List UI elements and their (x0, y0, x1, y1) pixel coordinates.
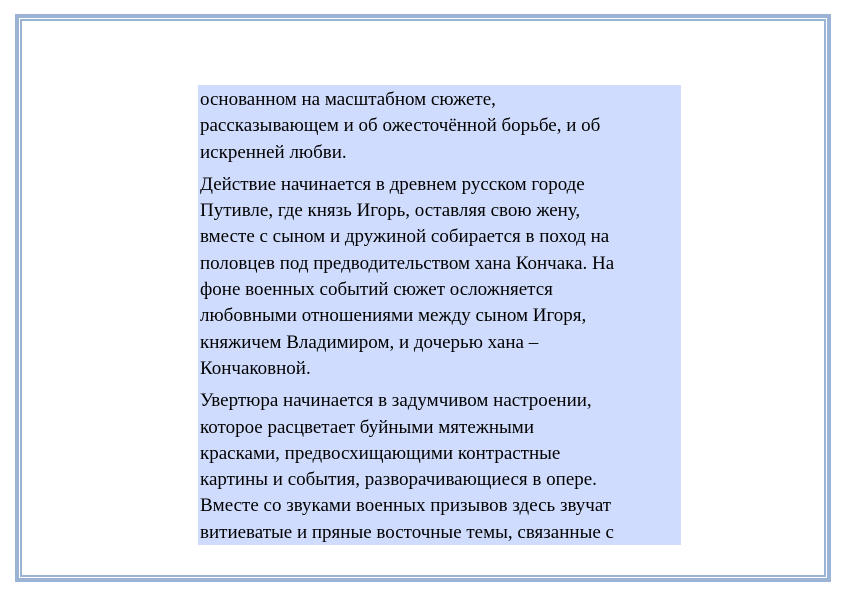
paragraph-1 (200, 87, 681, 166)
text-line: картины и события, разворачивающиеся в опере. (200, 469, 597, 491)
text-line: княжичем Владимиром, и дочерью хана – (200, 331, 539, 353)
text-line: половцев под предводительством хана Кончака. На (200, 252, 615, 274)
paragraph-2 (200, 172, 681, 382)
text-line: витиеватые и пряные восточные темы, связанные с (200, 521, 614, 543)
text-line: Вместе со звуками военных призывов здесь звучат (200, 495, 612, 517)
text-line: искренней любви. (200, 141, 347, 163)
text-line: Путивле, где князь Игорь, оставляя свою жену, (200, 200, 581, 222)
paragraph-3 (200, 388, 681, 545)
text-line: Кончаковной. (200, 357, 311, 379)
text-block (198, 85, 681, 545)
text-line: основанном на масштабном сюжете, (200, 89, 496, 110)
text-line: вместе с сыном и дружиной собирается в поход на (200, 226, 610, 248)
text-line: которое расцветает буйными мятежными (200, 416, 535, 438)
text-line: рассказывающем и об ожесточённой борьбе, и об (200, 115, 601, 137)
text-line: любовными отношениями между сыном Игоря, (200, 305, 587, 327)
text-line: Действие начинается в древнем русском городе (200, 173, 585, 195)
text-line: Увертюра начинается в задумчивом настроении, (200, 390, 592, 412)
text-line: фоне военных событий сюжет осложняется (200, 279, 553, 301)
text-line: красками, предвосхищающими контрастные (200, 442, 561, 464)
